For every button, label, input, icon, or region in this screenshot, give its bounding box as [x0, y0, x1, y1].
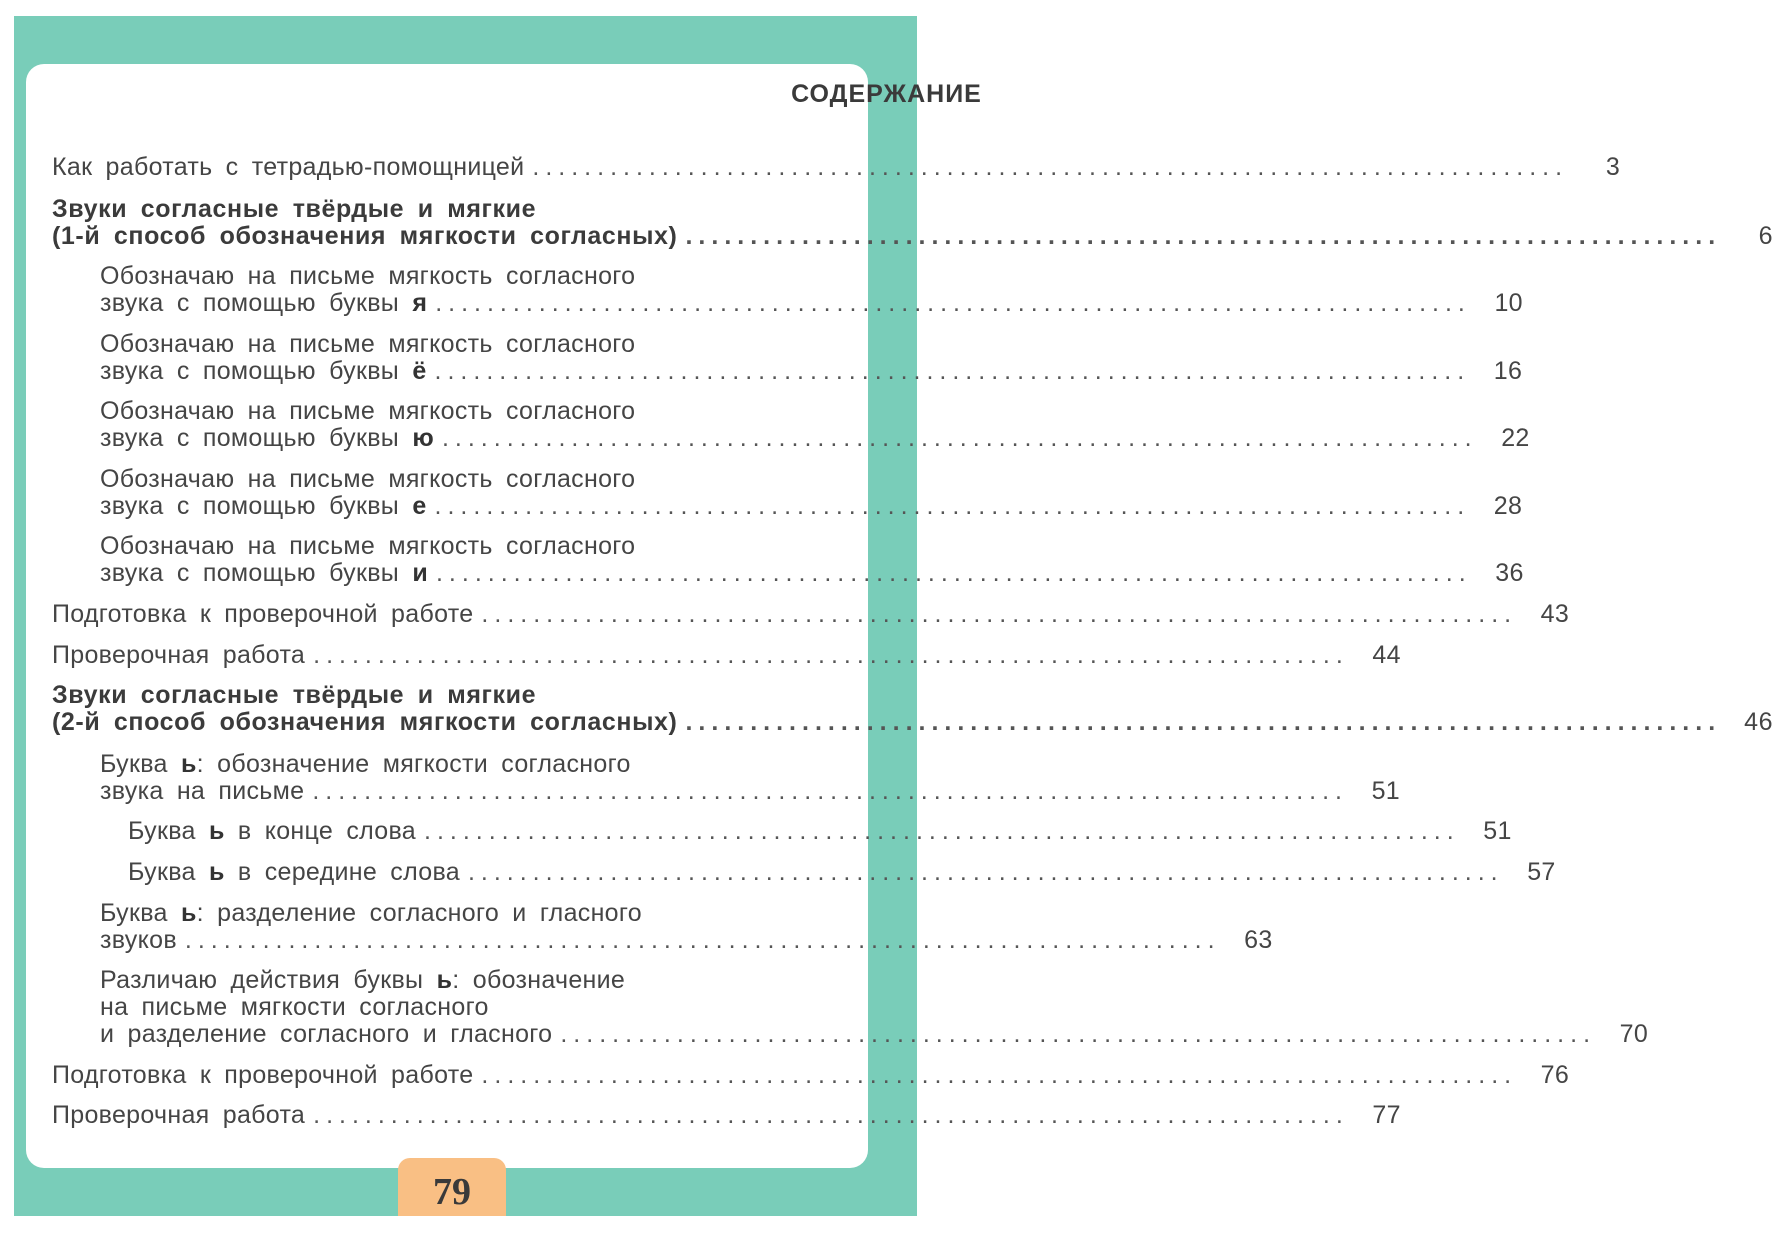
dot-leader: ................................................................................ — [313, 1101, 1349, 1129]
toc-entry[interactable] — [100, 532, 1524, 587]
entry-title: звука с помощью буквы — [100, 492, 400, 520]
entry-page: 43 — [1540, 600, 1570, 628]
toc-entry[interactable] — [100, 330, 1523, 385]
entry-title: Звуки согласные твёрдые и мягкие — [52, 681, 537, 709]
entry-page: 3 — [1605, 153, 1621, 181]
entry-title: звука с помощью буквы — [100, 559, 400, 587]
entry-page: 16 — [1493, 357, 1523, 385]
entry-letter: ь — [436, 966, 453, 994]
page-number: 79 — [433, 1171, 471, 1213]
entry-title: Как работать с тетрадью-помощницей — [52, 153, 525, 181]
entry-title: на письме мягкости согласного — [100, 993, 489, 1021]
entry-letter: ь — [208, 817, 225, 845]
entry-letter: ь — [180, 899, 197, 927]
dot-leader: ................................................................................ — [184, 926, 1221, 954]
entry-title: Обозначаю на письме мягкость согласного — [100, 262, 636, 290]
entry-title: в конце слова — [237, 817, 416, 845]
entry-letter: я — [412, 289, 428, 317]
dot-leader: ................................................................................ — [435, 559, 1472, 587]
entry-title: Буква — [128, 858, 196, 886]
entry-letter: ё — [412, 357, 427, 385]
entry-title: звуков — [100, 926, 177, 954]
page-title: СОДЕРЖАНИЕ — [791, 80, 982, 108]
entry-title: в середине слова — [237, 858, 460, 886]
entry-title: звука с помощью буквы — [100, 289, 400, 317]
dot-leader: ................................................................................ — [424, 817, 1460, 845]
toc-entry[interactable] — [100, 750, 1400, 805]
toc-entry[interactable] — [100, 899, 1273, 954]
toc-entry[interactable] — [100, 397, 1530, 452]
dot-leader: ................................................................................ — [434, 492, 1471, 520]
entry-page: 44 — [1372, 641, 1401, 669]
dot-leader: ................................................................................ — [481, 1061, 1518, 1089]
dot-leader: ................................................................................ — [685, 708, 1722, 736]
dot-leader: ................................................................................ — [435, 289, 1471, 317]
entry-page: 51 — [1483, 817, 1512, 845]
dot-leader: ................................................................................ — [312, 777, 1348, 805]
entry-letter: ю — [412, 424, 434, 452]
entry-title: Проверочная работа — [52, 1101, 306, 1129]
entry-title: Буква — [100, 899, 168, 927]
entry-title: звука с помощью буквы — [100, 424, 400, 452]
dot-leader: ................................................................................ — [467, 858, 1504, 886]
entry-title: и разделение согласного и гласного — [100, 1020, 553, 1048]
entry-title: Обозначаю на письме мягкость согласного — [100, 532, 636, 560]
entry-title: Буква — [100, 750, 168, 778]
entry-title: : обозначение мягкости согласного — [196, 750, 631, 778]
entry-page: 63 — [1244, 926, 1273, 954]
entry-title: звука на письме — [100, 777, 305, 805]
entry-letter: ь — [180, 750, 197, 778]
entry-title: : обозначение — [452, 966, 626, 994]
dot-leader: ................................................................................ — [532, 153, 1569, 181]
entry-title: : разделение согласного и гласного — [196, 899, 642, 927]
toc-entry[interactable] — [52, 153, 1621, 181]
dot-leader: ................................................................................ — [434, 357, 1471, 385]
entry-title: Различаю действия буквы — [100, 966, 424, 994]
dot-leader: ................................................................................ — [560, 1020, 1597, 1048]
entry-title: Подготовка к проверочной работе — [52, 1061, 474, 1089]
entry-page: 76 — [1540, 1061, 1570, 1089]
entry-title: Звуки согласные твёрдые и мягкие — [52, 195, 537, 223]
entry-page: 70 — [1619, 1020, 1649, 1048]
dot-leader: ................................................................................ — [685, 222, 1722, 250]
entry-page: 10 — [1494, 289, 1523, 317]
toc-entry[interactable] — [100, 966, 1649, 1048]
dot-leader: ................................................................................ — [481, 600, 1518, 628]
toc-section-heading[interactable] — [52, 681, 1773, 736]
entry-page: 57 — [1527, 858, 1556, 886]
toc-entry[interactable] — [100, 465, 1523, 520]
toc-entry[interactable] — [52, 1101, 1401, 1129]
entry-title: Обозначаю на письме мягкость согласного — [100, 465, 636, 493]
entry-letter: е — [412, 492, 427, 520]
toc-entry[interactable] — [128, 858, 1556, 886]
dot-leader: ................................................................................ — [313, 641, 1349, 669]
entry-page: 46 — [1744, 708, 1773, 736]
entry-page: 22 — [1501, 424, 1530, 452]
entry-page: 28 — [1493, 492, 1523, 520]
dot-leader: ................................................................................ — [441, 424, 1478, 452]
toc-entry[interactable] — [52, 600, 1570, 628]
entry-title: Подготовка к проверочной работе — [52, 600, 474, 628]
entry-page: 36 — [1495, 559, 1524, 587]
entry-letter: ь — [208, 858, 225, 886]
page-number-tab — [398, 1158, 506, 1216]
entry-title: (2-й способ обозначения мягкости согласных) — [52, 708, 678, 736]
entry-title: Обозначаю на письме мягкость согласного — [100, 397, 636, 425]
entry-title: звука с помощью буквы — [100, 357, 400, 385]
entry-page: 77 — [1372, 1101, 1401, 1129]
entry-title: Буква — [128, 817, 196, 845]
entry-title: Обозначаю на письме мягкость согласного — [100, 330, 636, 358]
entry-title: Проверочная работа — [52, 641, 306, 669]
entry-title: (1-й способ обозначения мягкости согласных) — [52, 222, 678, 250]
entry-page: 51 — [1371, 777, 1400, 805]
entry-letter: и — [412, 559, 428, 587]
toc-entry[interactable] — [52, 641, 1401, 669]
toc-section-heading[interactable] — [52, 195, 1773, 250]
toc-entry[interactable] — [52, 1061, 1570, 1089]
toc-entry[interactable] — [128, 817, 1512, 845]
entry-page: 6 — [1758, 222, 1773, 250]
toc-entry[interactable] — [100, 262, 1523, 317]
